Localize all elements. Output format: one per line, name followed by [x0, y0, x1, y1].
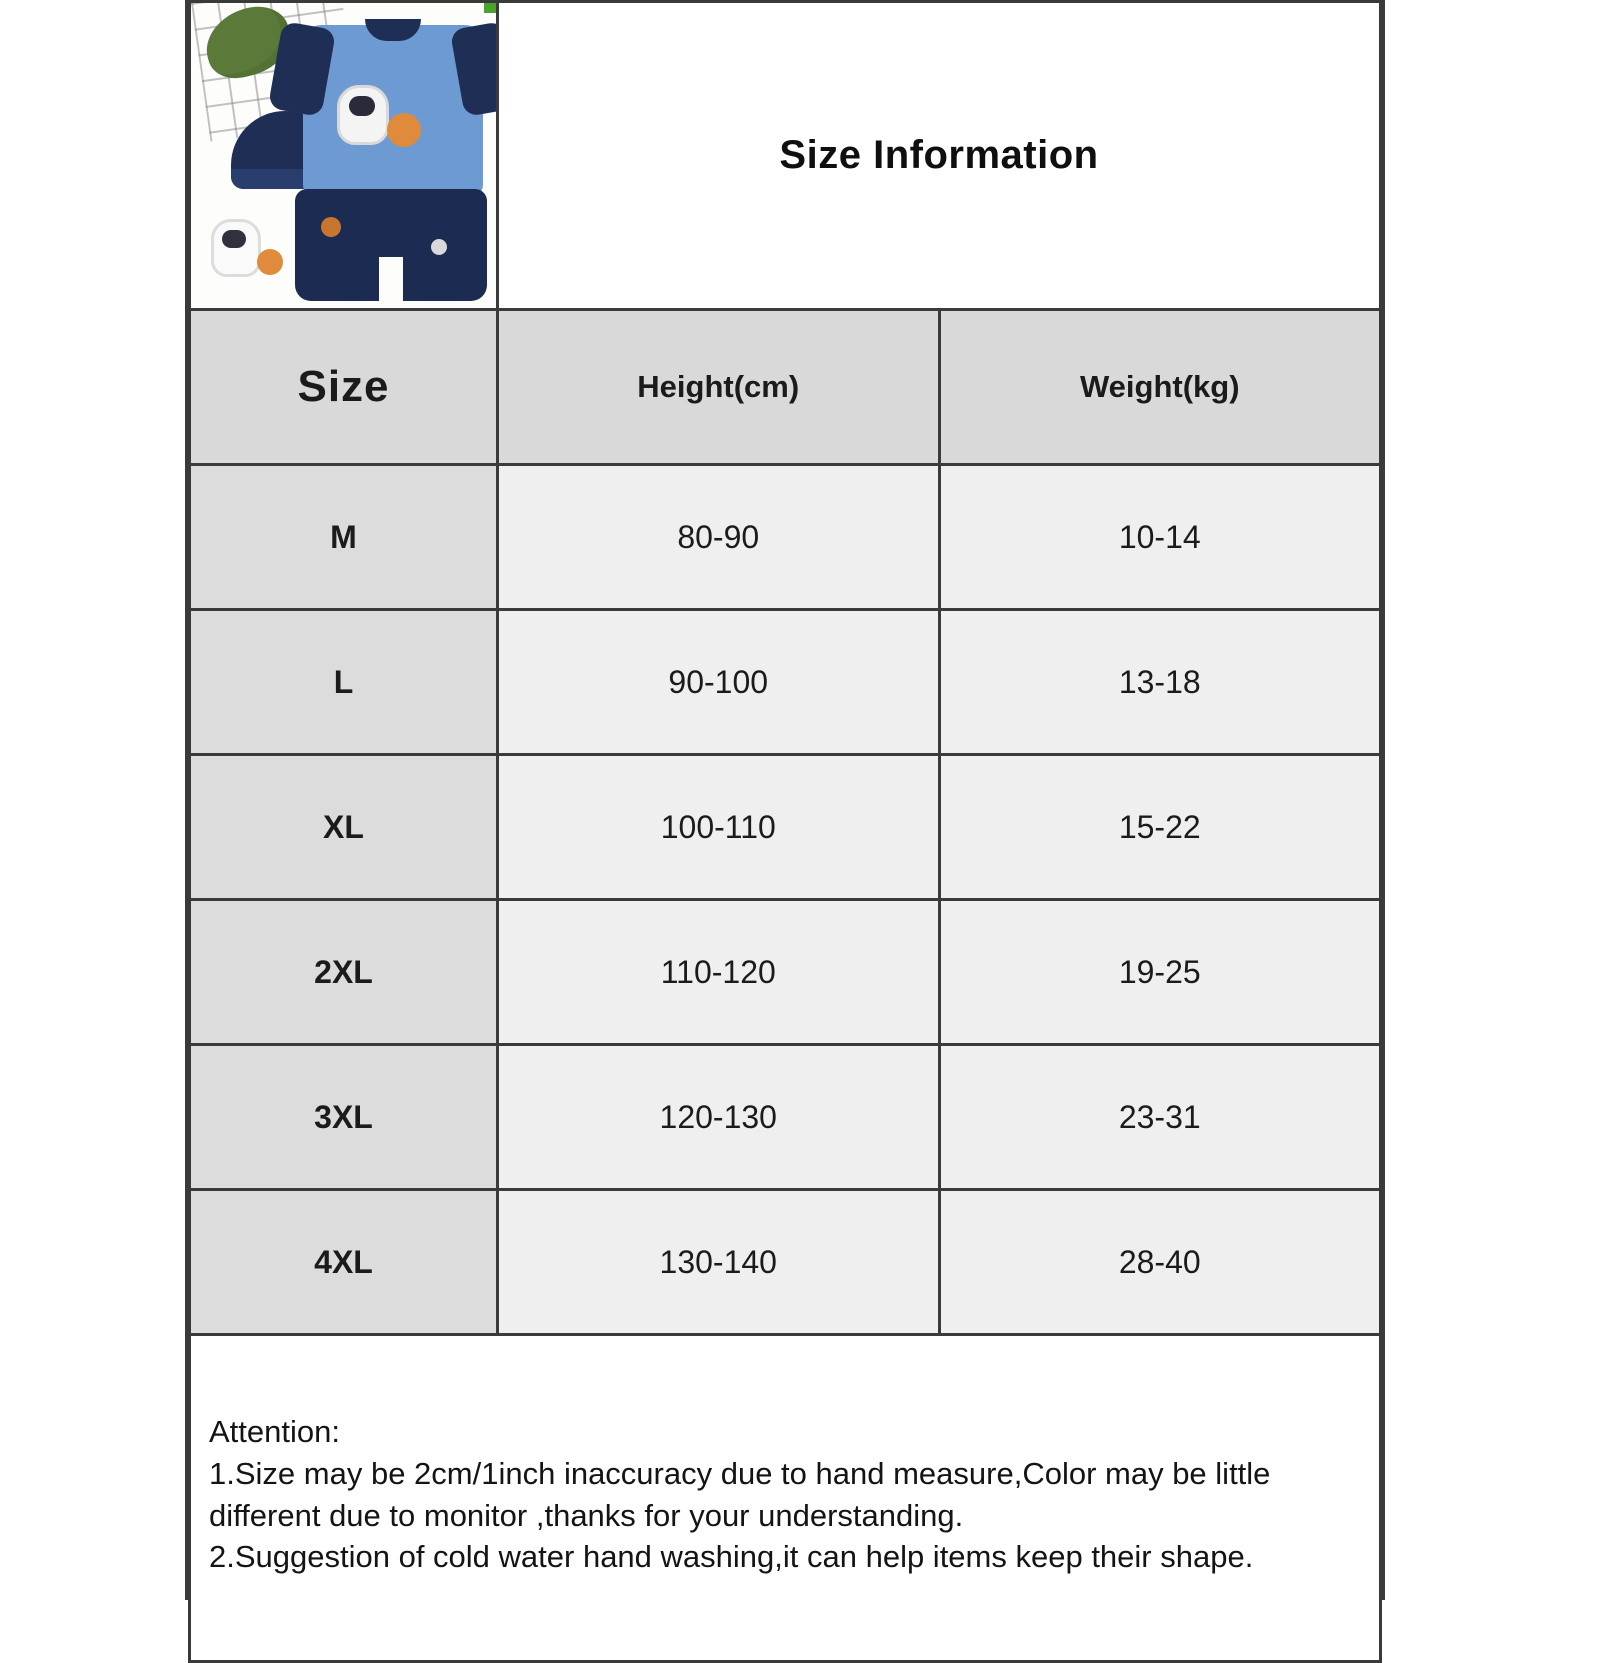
- cell-size: 4XL: [190, 1190, 498, 1335]
- table-top-row: [190, 2, 1381, 310]
- green-corner-marker: [484, 2, 498, 14]
- attention-line-1: 1.Size may be 2cm/1inch inaccuracy due to hand measure,Color may be little: [209, 1456, 1271, 1492]
- size-information-table: [188, 0, 1382, 1663]
- table-row: [190, 465, 1381, 610]
- cell-height: 100-110: [498, 755, 940, 900]
- table-row: [190, 610, 1381, 755]
- cell-weight: 19-25: [939, 900, 1381, 1045]
- cell-size: L: [190, 610, 498, 755]
- cell-weight: 10-14: [939, 465, 1381, 610]
- table-row: [190, 1045, 1381, 1190]
- astronaut-print-icon: [337, 85, 389, 145]
- planet-dot-icon: [321, 217, 341, 237]
- planet-dot-icon: [431, 239, 447, 255]
- column-header-size: [190, 310, 498, 465]
- column-header-weight-label: Weight(kg): [1079, 369, 1240, 404]
- attention-heading: Attention:: [209, 1414, 340, 1450]
- cell-size: 3XL: [190, 1045, 498, 1190]
- size-chart-container: [185, 0, 1385, 1600]
- cell-height: 110-120: [498, 900, 940, 1045]
- sleeve-right: [450, 21, 498, 117]
- cell-size: XL: [190, 755, 498, 900]
- attention-row: [190, 1335, 1381, 1662]
- cell-height: 120-130: [498, 1045, 940, 1190]
- cell-size: M: [190, 465, 498, 610]
- attention-line-3: 2.Suggestion of cold water hand washing,it can help items keep their shape.: [209, 1539, 1254, 1575]
- column-header-height-label: Height(cm): [637, 369, 800, 404]
- column-header-height: [498, 310, 940, 465]
- attention-block: [190, 1335, 1381, 1662]
- planet-sketch-icon: [257, 249, 283, 275]
- page-title: Size Information: [779, 133, 1099, 177]
- swim-shorts: [295, 189, 487, 301]
- cell-height: 90-100: [498, 610, 940, 755]
- table-row: [190, 755, 1381, 900]
- cell-size: 2XL: [190, 900, 498, 1045]
- table-row: [190, 1190, 1381, 1335]
- shirt-collar: [365, 19, 421, 41]
- product-illustration: [191, 3, 496, 308]
- cell-weight: 23-31: [939, 1045, 1381, 1190]
- cell-height: 130-140: [498, 1190, 940, 1335]
- cell-weight: 15-22: [939, 755, 1381, 900]
- planet-print-icon: [387, 113, 421, 147]
- column-header-weight: [939, 310, 1381, 465]
- cell-height: 80-90: [498, 465, 940, 610]
- cell-weight: 28-40: [939, 1190, 1381, 1335]
- document-title-cell: [498, 2, 1381, 310]
- swim-shirt: [303, 25, 483, 195]
- attention-line-2: different due to monitor ,thanks for your understanding.: [209, 1497, 964, 1533]
- table-row: [190, 900, 1381, 1045]
- astronaut-sketch-icon: [211, 219, 261, 277]
- cell-weight: 13-18: [939, 610, 1381, 755]
- table-header-row: [190, 310, 1381, 465]
- product-image: [190, 2, 498, 310]
- column-header-size-label: Size: [297, 362, 390, 411]
